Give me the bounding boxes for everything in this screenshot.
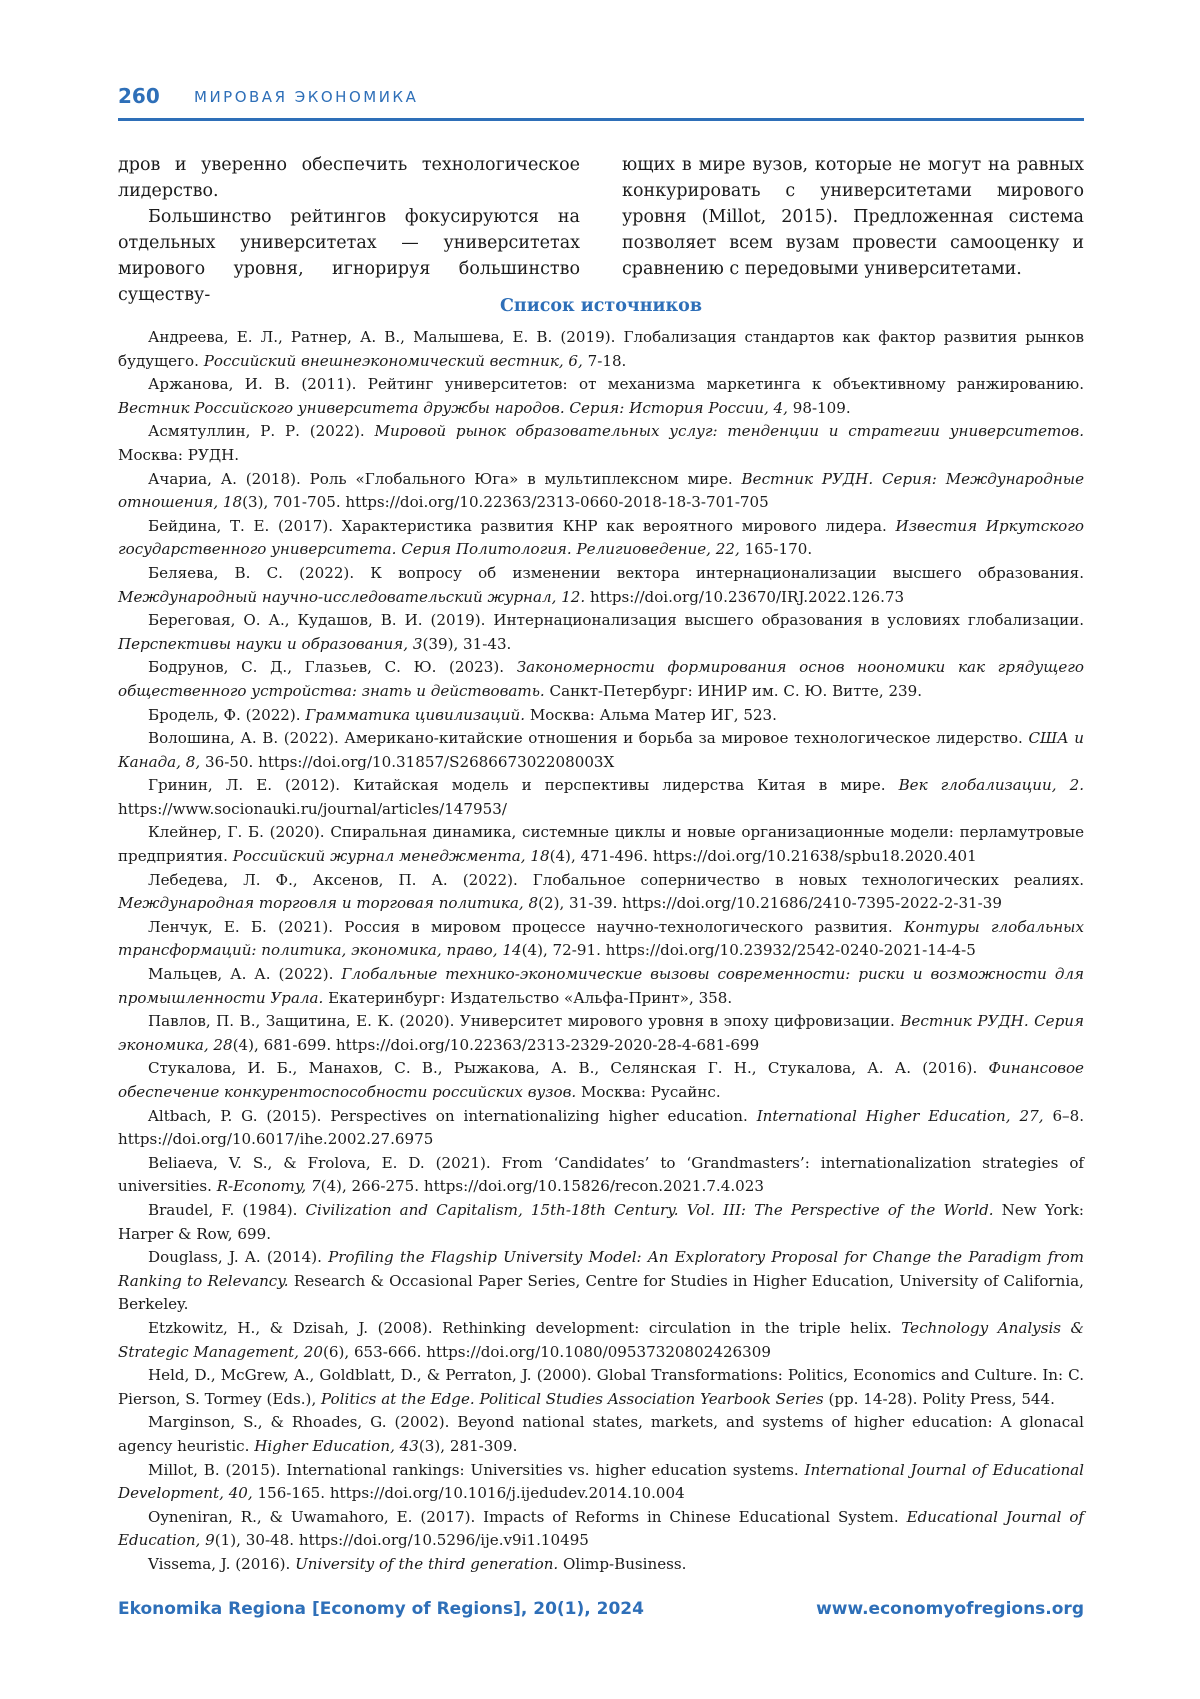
reference-entry [118,1553,1084,1577]
reference-source: Международная торговля и торговая политика, 8 [118,894,538,912]
reference-source: Вестник РУДН. Серия экономика, 28 [118,1012,1084,1054]
journal-page [118,0,1084,1699]
reference-text: Ленчук, Е. Б. (2021). Россия в мировом процессе научно-технологического развития. [148,918,904,936]
reference-source: Грамматика цивилизаций. [305,706,525,724]
reference-entry [118,1411,1084,1458]
reference-text: Altbach, P. G. (2015). Perspectives on internationalizing higher education. [148,1107,757,1125]
reference-source: Educational Journal of Education, 9 [118,1508,1084,1550]
reference-details: https://www.socionauki.ru/journal/articles/147953/ [118,800,507,818]
reference-source: Международный научно-исследовательский журнал, 12. [118,588,585,606]
reference-source: Глобальные технико-экономические вызовы современности: риски и возможности для промышленности Урала. [118,965,1084,1007]
reference-entry [118,916,1084,963]
reference-text: Marginson, S., & Rhoades, G. (2002). Beyond national states, markets, and systems of higher education: A glonacal agency heuristic. [118,1413,1084,1455]
page-header [118,82,1084,121]
reference-entry [118,326,1084,373]
reference-text: Beliaeva, V. S., & Frolova, E. D. (2021). From ‘Candidates’ to ‘Grandmasters’: internationalization strategies of universities. [118,1154,1084,1196]
reference-entry [118,609,1084,656]
reference-entry [118,515,1084,562]
reference-text: Береговая, О. А., Кудашов, В. И. (2019). Интернационализация высшего образования в условиях глобализации. [148,611,1084,629]
reference-details: 6–8. https://doi.org/10.6017/ihe.2002.27.6975 [118,1107,1084,1149]
reference-source: International Journal of Educational Development, 40, [118,1461,1084,1503]
reference-entry [118,562,1084,609]
reference-entry [118,774,1084,821]
reference-details: (4), 471-496. https://doi.org/10.21638/spbu18.2020.401 [550,847,977,865]
reference-entry [118,1105,1084,1152]
reference-details: Olimp-Business. [558,1555,686,1573]
text-column-left [118,152,580,308]
reference-text: Андреева, Е. Л., Ратнер, А. В., Малышева, Е. В. (2019). Глобализация стандартов как фактор развития рынков будущего. [118,328,1084,370]
reference-source: Век глобализации, 2. [899,776,1084,794]
reference-entry [118,1010,1084,1057]
reference-source: Вестник РУДН. Серия: Международные отношения, 18 [118,470,1084,512]
reference-source: Перспективы науки и образования, 3 [118,635,422,653]
reference-details: Research & Occasional Paper Series, Centre for Studies in Higher Education, University of California, Berkeley. [118,1272,1084,1314]
references-heading: Список источников [118,296,1084,316]
reference-text: Held, D., McGrew, A., Goldblatt, D., & Perraton, J. (2000). Global Transformations: Politics, Economics and Culture. In: C. Pierson, S. Tormey (Eds.), [118,1366,1084,1408]
reference-entry [118,821,1084,868]
footer-website-link[interactable]: www.economyofregions.org [816,1599,1084,1619]
paragraph: ющих в мире вузов, которые не могут на равных конкурировать с университетами мирового уровня (Millot, 2015). Предложенная система позволяет всем вузам провести самооценку и сравнению с передовыми университетами. [622,152,1084,282]
reference-source: R-Economy, 7 [217,1177,321,1195]
reference-entry [118,1246,1084,1317]
reference-text: Бродель, Ф. (2022). [148,706,305,724]
references-list [118,326,1084,1576]
reference-text: Vissema, J. (2016). [148,1555,295,1573]
reference-details: Москва: Русайнс. [576,1083,720,1101]
reference-details: 7-18. [583,352,627,370]
reference-text: Волошина, А. В. (2022). Американо-китайские отношения и борьба за мировое технологическое лидерство. [148,729,1028,747]
reference-details: Екатеринбург: Издательство «Альфа-Принт», 358. [323,989,732,1007]
reference-details: https://doi.org/10.23670/IRJ.2022.126.73 [585,588,904,606]
reference-details: (4), 72-91. https://doi.org/10.23932/2542-0240-2021-14-4-5 [522,941,976,959]
reference-entry [118,373,1084,420]
reference-text: Бодрунов, С. Д., Глазьев, С. Ю. (2023). [148,658,517,676]
reference-details: (3), 281-309. [419,1437,518,1455]
reference-source: Контуры глобальных трансформаций: политика, экономика, право, 14 [118,918,1084,960]
reference-source: Technology Analysis & Strategic Management, 20 [118,1319,1084,1361]
reference-details: (pp. 14-28). Polity Press, 544. [824,1390,1055,1408]
reference-details: (6), 653-666. https://doi.org/10.1080/09537320802426309 [323,1343,771,1361]
reference-details: (4), 266-275. https://doi.org/10.15826/recon.2021.7.4.023 [321,1177,764,1195]
reference-details: (3), 701-705. https://doi.org/10.22363/2313-0660-2018-18-3-701-705 [242,493,769,511]
reference-entry [118,869,1084,916]
reference-source: Politics at the Edge. Political Studies Association Yearbook Series [321,1390,824,1408]
reference-details: Москва: Альма Матер ИГ, 523. [525,706,777,724]
reference-entry [118,1152,1084,1199]
reference-text: Oyneniran, R., & Uwamahoro, E. (2017). Impacts of Reforms in Chinese Educational System. [148,1508,907,1526]
reference-text: Ачариа, А. (2018). Роль «Глобального Юга» в мультиплексном мире. [148,470,742,488]
reference-source: Мировой рынок образовательных услуг: тенденции и стратегии университетов. [375,422,1084,440]
paragraph: дров и уверенно обеспечить технологическое лидерство. [118,152,580,204]
reference-details: Санкт-Петербург: ИНИР им. С. Ю. Витте, 239. [545,682,922,700]
reference-details: 156-165. https://doi.org/10.1016/j.ijedudev.2014.10.004 [253,1484,685,1502]
reference-text: Стукалова, И. Б., Манахов, С. В., Рыжакова, А. В., Селянская Г. Н., Стукалова, А. А. (2016). [148,1059,989,1077]
reference-details: (2), 31-39. https://doi.org/10.21686/2410-7395-2022-2-31-39 [538,894,1002,912]
reference-details: Москва: РУДН. [118,446,239,464]
reference-text: Мальцев, А. А. (2022). [148,965,341,983]
reference-entry [118,1199,1084,1246]
reference-details: (39), 31-43. [422,635,511,653]
reference-details: (1), 30-48. https://doi.org/10.5296/ije.v9i1.10495 [215,1531,589,1549]
reference-text: Клейнер, Г. Б. (2020). Спиральная динамика, системные циклы и новые организационные модели: перламутровые предприятия. [118,823,1084,865]
reference-text: Douglass, J. A. (2014). [148,1248,328,1266]
reference-text: Аржанова, И. В. (2011). Рейтинг университетов: от механизма маркетинга к объективному ранжированию. [148,375,1084,393]
reference-source: Финансовое обеспечение конкурентоспособности российских вузов. [118,1059,1084,1101]
reference-source: Российский внешнеэкономический вестник, 6, [204,352,583,370]
reference-entry [118,704,1084,728]
reference-source: США и Канада, 8, [118,729,1084,771]
reference-text: Etzkowitz, H., & Dzisah, J. (2008). Rethinking development: circulation in the triple helix. [148,1319,901,1337]
section-title: МИРОВАЯ ЭКОНОМИКА [194,88,418,106]
reference-details: New York: Harper & Row, 699. [118,1201,1084,1243]
reference-details: (4), 681-699. https://doi.org/10.22363/2313-2329-2020-28-4-681-699 [233,1036,760,1054]
reference-source: Известия Иркутского государственного университета. Серия Политология. Религиоведение, 22, [118,517,1084,559]
reference-text: Braudel, F. (1984). [148,1201,306,1219]
reference-entry [118,1506,1084,1553]
footer-journal-citation: Ekonomika Regiona [Economy of Regions], 20(1), 2024 [118,1599,644,1619]
reference-text: Асмятуллин, Р. Р. (2022). [148,422,375,440]
reference-source: Profiling the Flagship University Model: An Exploratory Proposal for Change the Paradigm from Ranking to Relevancy. [118,1248,1084,1290]
reference-source: Российский журнал менеджмента, 18 [233,847,550,865]
reference-details: 36-50. https://doi.org/10.31857/S268667302208003X [200,753,614,771]
reference-text: Millot, B. (2015). International rankings: Universities vs. higher education systems. [148,1461,805,1479]
reference-entry [118,420,1084,467]
reference-entry [118,1364,1084,1411]
reference-source: Civilization and Capitalism, 15th-18th Century. Vol. III: The Perspective of the World. [306,1201,994,1219]
reference-entry [118,656,1084,703]
reference-entry [118,1459,1084,1506]
reference-source: Higher Education, 43 [254,1437,419,1455]
reference-text: Беляева, В. С. (2022). К вопросу об изменении вектора интернационализации высшего образования. [148,564,1084,582]
reference-text: Лебедева, Л. Ф., Аксенов, П. А. (2022). Глобальное соперничество в новых технологических реалиях. [148,871,1084,889]
reference-source: University of the third generation. [295,1555,558,1573]
reference-entry [118,1057,1084,1104]
reference-entry [118,468,1084,515]
reference-source: Закономерности формирования основ ноономики как грядущего общественного устройства: знать и действовать. [118,658,1084,700]
reference-entry [118,1317,1084,1364]
reference-entry [118,727,1084,774]
reference-source: Вестник Российского университета дружбы народов. Серия: История России, 4, [118,399,788,417]
reference-entry [118,963,1084,1010]
text-column-right [622,152,1084,282]
reference-details: 165-170. [740,540,812,558]
reference-details: 98-109. [788,399,851,417]
reference-source: International Higher Education, 27, [757,1107,1044,1125]
reference-text: Бейдина, Т. Е. (2017). Характеристика развития КНР как вероятного мирового лидера. [148,517,896,535]
paragraph: Большинство рейтингов фокусируются на отдельных университетах — университетах мирового уровня, игнорируя большинство существу- [118,204,580,308]
reference-text: Гринин, Л. Е. (2012). Китайская модель и перспективы лидерства Китая в мире. [148,776,899,794]
reference-text: Павлов, П. В., Защитина, Е. К. (2020). Университет мирового уровня в эпоху цифровизации. [148,1012,900,1030]
page-number: 260 [118,84,160,108]
